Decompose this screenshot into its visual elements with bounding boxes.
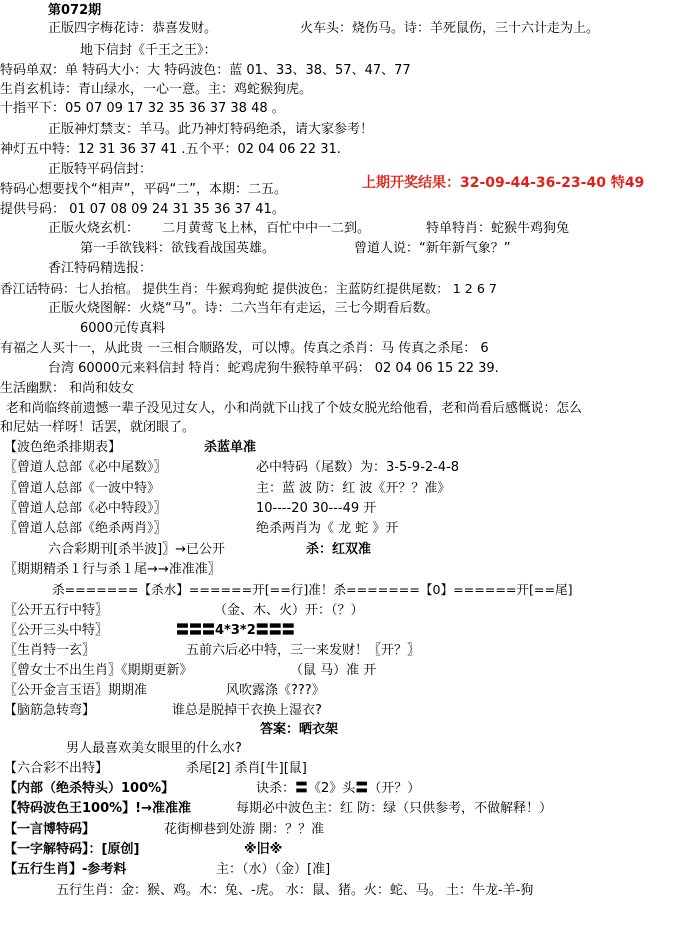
text-line: 杀尾[2] 杀肖[牛][鼠] xyxy=(186,761,307,776)
text-line: 香江特码精选报： xyxy=(48,261,153,276)
text-line: 10----20 30---49 开 xyxy=(256,501,377,516)
text-line: 正版四字梅花诗：恭喜发财。 xyxy=(48,21,218,36)
text-line: 花街柳巷到处游 開：？？准 xyxy=(164,822,325,837)
text-line: 谁总是脱掉干衣换上湿衣? xyxy=(172,703,322,718)
text-line: 特码单双：单 特码大小：大 特码波色：蓝 01、33、38、57、47、77 xyxy=(0,63,411,78)
text-line: 〖曾道人总部《必中尾数》〗 xyxy=(4,460,167,475)
answer: 答案：晒衣架 xyxy=(260,722,339,737)
text-line: 〖曾道人总部《一波中特》 xyxy=(4,481,161,496)
text-line: 〖曾道人总部《绝杀两肖》〗 xyxy=(4,521,167,536)
text-line: 〖公开金言玉语〗期期准 xyxy=(4,683,148,698)
text-line: 〖公开五行中特〗 xyxy=(4,603,109,618)
text-line: （金、木、火）开：（？） xyxy=(214,603,364,618)
text-line: 特单特肖：蛇猴牛鸡狗兔 xyxy=(426,221,570,236)
text-line: 老和尚临终前遗憾一辈子没见过女人，小和尚就下山找了个妓女脱光给他看，老和尚看后感慨说：怎么 xyxy=(6,401,582,416)
text-line: 男人最喜欢美女眼里的什么水? xyxy=(66,741,242,756)
section-heading: 【五行生肖】-参考料 xyxy=(4,862,127,877)
text-line: 五行生肖：金：猴、鸡。木：兔、-虎。 水：鼠、猪。火：蛇、马。 土：牛龙-羊-狗 xyxy=(56,883,534,898)
last-result: 上期开奖结果：32-09-44-36-23-40 特49 xyxy=(362,175,645,191)
text-line: 风吹露涤《???》 xyxy=(226,683,325,698)
text-line: 〖曾女士不出生肖〗《期期更新》 xyxy=(4,663,193,678)
text-line: 每期必中波色主：红 防：绿（只供参考，不做解释！） xyxy=(236,801,553,816)
text-line: 二月黄莺飞上林，百忙中中一二到。 xyxy=(162,221,371,236)
text-line: 诀杀：〓《2》头〓（开？） xyxy=(256,781,421,796)
text-line: 六合彩期刊[杀半波]〗→已公开 xyxy=(48,542,226,557)
text-line: 〖公开三头中特〗 xyxy=(4,623,109,638)
section-heading: 【内部（绝杀特头）100%】 xyxy=(4,781,175,796)
text-line: 提供号码： 01 07 08 09 24 31 35 36 37 41。 xyxy=(0,202,285,217)
section-value: 杀蓝单准 xyxy=(204,440,257,455)
text-line: 主：（水）（金）[准] xyxy=(216,862,331,877)
text-line: 神灯五中特：12 31 36 37 41 .五个平：02 04 06 22 31. xyxy=(0,142,341,157)
text-line: 主：蓝 波 防：红 波《开？？准》 xyxy=(256,481,451,496)
text-line: ※旧※ xyxy=(244,842,283,857)
text-line: 正版神灯禁支：羊马。此乃神灯特码绝杀，请大家参考！ xyxy=(48,122,374,137)
section-value: 杀：红双准 xyxy=(306,542,372,557)
text-line: 〖期期精杀１行与杀１尾→→准准准〗 xyxy=(4,562,221,577)
text-line: 有福之人买十一，从此贵 一三相合顺路发，可以博。传真之杀肖：马 传真之杀尾： 6 xyxy=(0,341,489,356)
text-line: 火车头：烧伤马。诗：羊死鼠伤，三十六计走为上。 xyxy=(300,21,600,36)
text-line: 6000元传真料 xyxy=(80,321,166,336)
section-heading: 【一字解特码】：[原创] xyxy=(4,842,140,857)
text-line: 第一手欲钱料：欲钱看战国英雄。 xyxy=(80,241,276,256)
text-line: 〓〓〓4*3*2〓〓〓 xyxy=(176,623,295,638)
text-line: 【脑筋急转弯】 xyxy=(4,703,96,718)
text-line: 【六合彩不出特】 xyxy=(4,761,109,776)
text-line: 台湾 60000元来料信封 特肖：蛇鸡虎狗牛猴特单平码： 02 04 06 15 22 39. xyxy=(48,361,499,376)
text-line: 五前六后必中特，三一来发财！〖开？〗 xyxy=(186,643,421,658)
text-line: 生肖玄机诗：青山绿水，一心一意。主：鸡蛇猴狗虎。 xyxy=(0,82,313,97)
text-line: 和尼姑一样呀！话罢，就闭眼了。 xyxy=(0,420,196,435)
text-line: 特码心想要找个“相声”，平码“二”，本期：二五。 xyxy=(0,182,287,197)
text-line: 正版火烧图解：火烧“马”。诗：二六当年有走运，三七今期看后数。 xyxy=(48,301,439,316)
text-line: 香江话特码：七人抬棺。 提供生肖：牛猴鸡狗蛇 提供波色：主蓝防红提供尾数： 1 2 6 7 xyxy=(0,281,497,296)
text-line: 十指平下：05 07 09 17 32 35 36 37 38 48 。 xyxy=(0,101,285,116)
text-line: 绝杀两肖为《 龙 蛇 》开 xyxy=(256,521,399,536)
section-heading: 【波色绝杀排期表】 xyxy=(4,440,122,455)
section-heading: 【特码波色王100%】!→准准准 xyxy=(4,801,191,816)
text-line: （鼠 马）准 开 xyxy=(290,663,377,678)
text-line: 正版火烧玄机： xyxy=(48,221,140,236)
text-line: 〖生肖特一玄〗 xyxy=(4,643,96,658)
section-heading: 【一言博特码】 xyxy=(4,822,96,837)
text-line: 曾道人说：“新年新气象？” xyxy=(354,241,511,256)
text-line: 地下信封《千王之王》： xyxy=(80,43,217,58)
issue-number: 第072期 xyxy=(48,3,102,18)
text-line: 〖曾道人总部《必中特段》〗 xyxy=(4,501,167,516)
text-line: 必中特码（尾数）为：3-5-9-2-4-8 xyxy=(256,460,460,475)
text-line: 杀=======【杀水】======开[==行]准！杀=======【0】======开[==尾] xyxy=(52,582,573,597)
text-line: 正版特平码信封： xyxy=(48,162,153,177)
text-line: 生活幽默： 和尚和妓女 xyxy=(0,381,135,396)
